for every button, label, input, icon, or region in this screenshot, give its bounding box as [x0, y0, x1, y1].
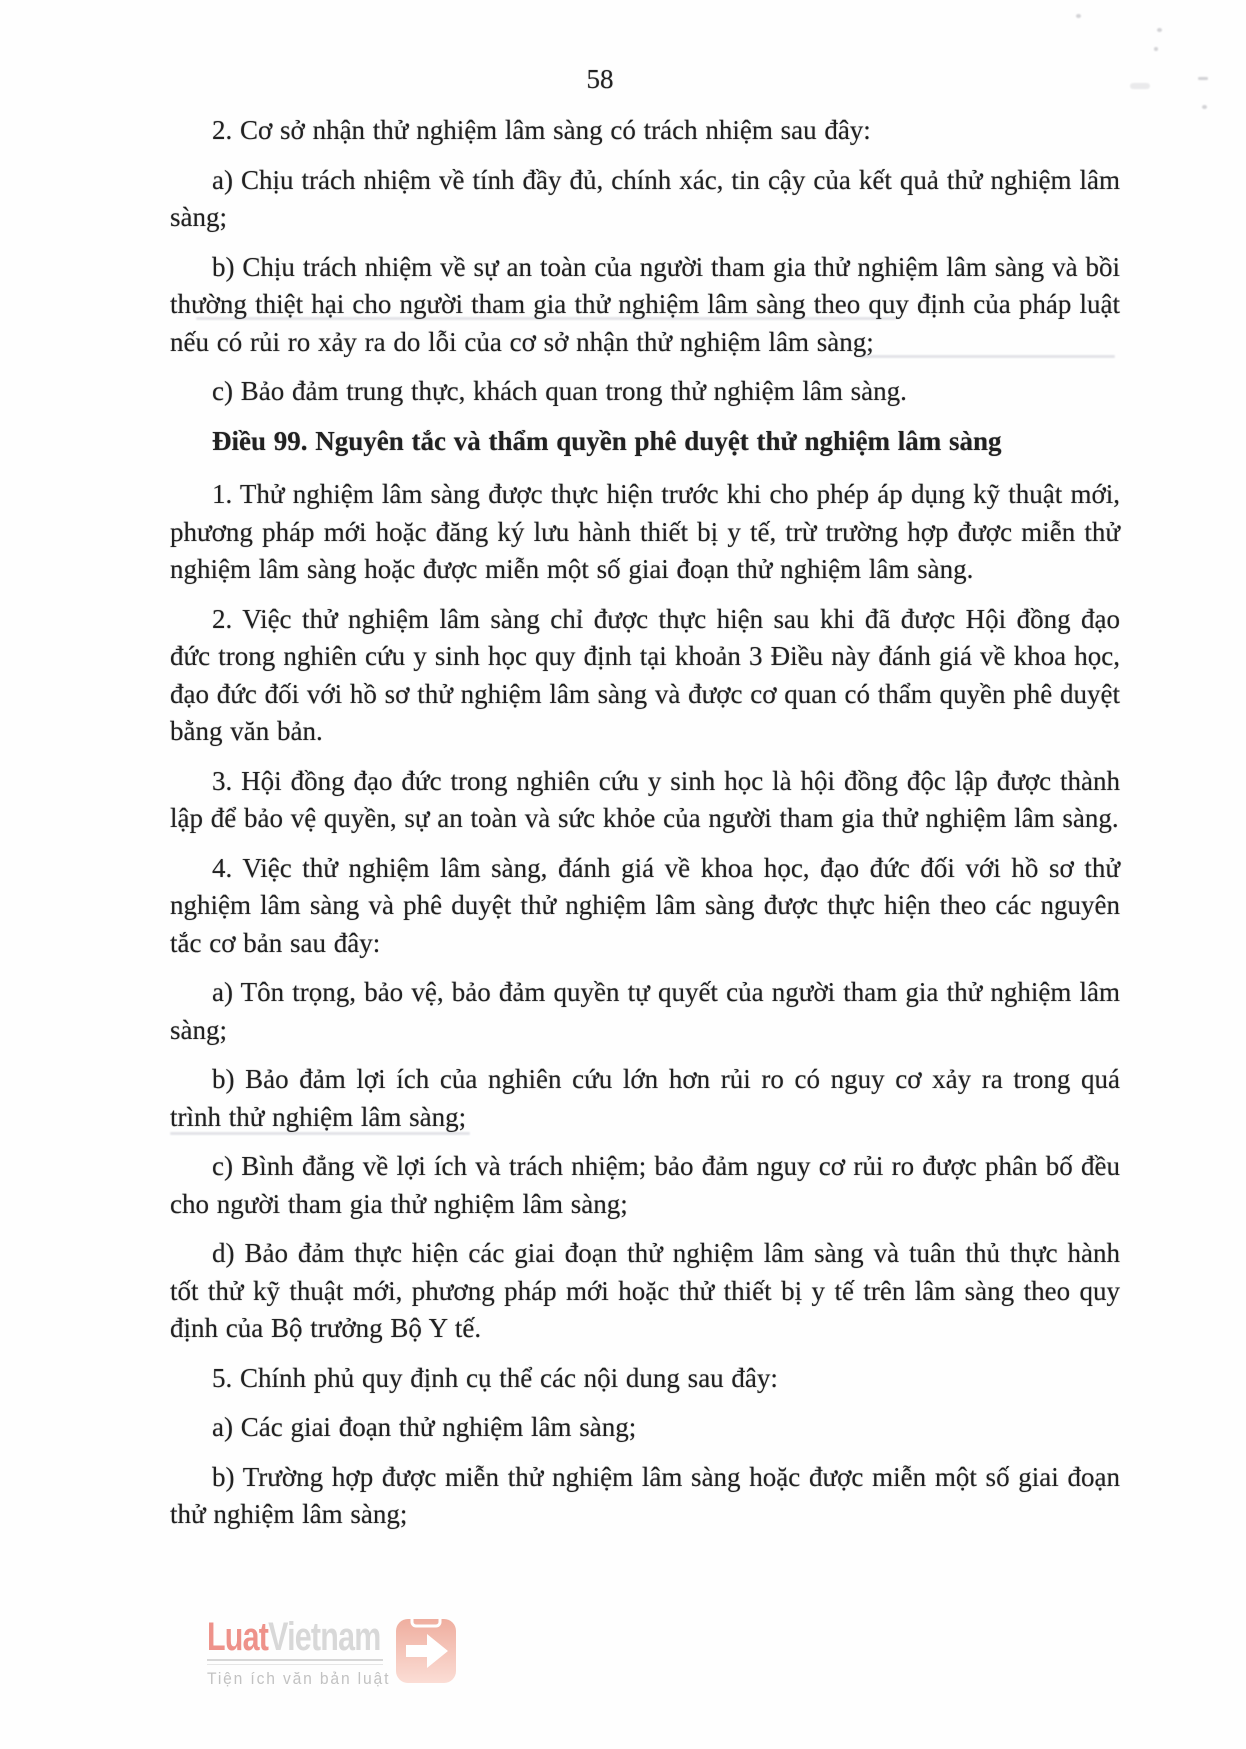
paragraph-item: a) Chịu trách nhiệm về tính đầy đủ, chính xác, tin cậy của kết quả thử nghiệm lâm sàng;: [170, 164, 1120, 232]
scan-artifact: [1130, 83, 1150, 89]
arrow-right-icon: [395, 1618, 457, 1690]
scan-artifact: [1076, 14, 1081, 18]
paragraph-item: b) Trường hợp được miễn thử nghiệm lâm sàng hoặc được miễn một số giai đoạn thử nghiệm lâm sàng;: [170, 1461, 1120, 1529]
scan-artifact: [196, 317, 896, 320]
paragraph-item: 5. Chính phủ quy định cụ thể các nội dung sau đây:: [212, 1362, 778, 1393]
paragraph-item: b) Chịu trách nhiệm về sự an toàn của người tham gia thử nghiệm lâm sàng và bồi thường thiệt hại cho người tham gia thử nghiệm lâm sàng theo quy định của pháp luật nếu có rủi ro xảy ra do lỗi của cơ sở nhận thử nghiệm lâm sàng;: [170, 251, 1120, 357]
scan-artifact: [1157, 28, 1162, 32]
luatvietnam-watermark: [207, 1616, 507, 1690]
scan-artifact: [1202, 105, 1207, 109]
paragraph-item: 4. Việc thử nghiệm lâm sàng, đánh giá về khoa học, đạo đức đối với hồ sơ thử nghiệm lâm sàng và phê duyệt thử nghiệm lâm sàng được thực hiện theo các nguyên tắc cơ bản sau đây:: [170, 852, 1120, 958]
paragraph-item: d) Bảo đảm thực hiện các giai đoạn thử nghiệm lâm sàng và tuân thủ thực hành tốt thử kỹ thuật mới, phương pháp mới hoặc thử thiết bị y tế trên lâm sàng theo quy định của Bộ trưởng Bộ Y tế.: [170, 1238, 1120, 1343]
scan-artifact: [1154, 47, 1158, 51]
brand-part-vietnam: Vietnam: [268, 1615, 381, 1659]
brand-wordmark: [207, 1616, 381, 1658]
paragraph-item: 2. Việc thử nghiệm lâm sàng chỉ được thực hiện sau khi đã được Hội đồng đạo đức trong nghiên cứu y sinh học quy định tại khoản 3 Điều này đánh giá về khoa học, đạo đức đối với hồ sơ thử nghiệm lâm sàng và được cơ quan có thẩm quyền phê duyệt bằng văn bản.: [170, 603, 1120, 746]
paragraph-item: 3. Hội đồng đạo đức trong nghiên cứu y sinh học là hội đồng độc lập được thành lập để bảo vệ quyền, sự an toàn và sức khỏe của người tham gia thử nghiệm lâm sàng.: [170, 765, 1120, 833]
scan-artifact: [1198, 77, 1208, 80]
brand-tagline: Tiện ích văn bản luật: [207, 1669, 391, 1688]
article-99-heading: Điều 99. Nguyên tắc và thẩm quyền phê duyệt thử nghiệm lâm sàng: [212, 425, 1002, 456]
scan-artifact: [860, 355, 1115, 358]
paragraph-item: 1. Thử nghiệm lâm sàng được thực hiện trước khi cho phép áp dụng kỹ thuật mới, phương pháp mới hoặc đăng ký lưu hành thiết bị y tế, trừ trường hợp được miễn thử nghiệm lâm sàng hoặc được miễn một số giai đoạn thử nghiệm lâm sàng.: [170, 479, 1120, 584]
paragraph-item: a) Các giai đoạn thử nghiệm lâm sàng;: [212, 1412, 637, 1442]
scan-artifact: [170, 1132, 470, 1135]
brand-underline: [207, 1659, 383, 1665]
paragraph-item: c) Bình đẳng về lợi ích và trách nhiệm; bảo đảm nguy cơ rủi ro được phân bố đều cho người tham gia thử nghiệm lâm sàng;: [170, 1151, 1120, 1219]
paragraph-item: b) Bảo đảm lợi ích của nghiên cứu lớn hơn rủi ro có nguy cơ xảy ra trong quá trình thử nghiệm lâm sàng;: [170, 1064, 1120, 1132]
paragraph-item: c) Bảo đảm trung thực, khách quan trong thử nghiệm lâm sàng.: [212, 376, 907, 406]
paragraph-item: 2. Cơ sở nhận thử nghiệm lâm sàng có trách nhiệm sau đây:: [212, 115, 871, 145]
page-number: 58: [586, 64, 614, 94]
paragraph-item: a) Tôn trọng, bảo vệ, bảo đảm quyền tự quyết của người tham gia thử nghiệm lâm sàng;: [170, 977, 1120, 1045]
document-body: [170, 112, 1120, 1546]
brand-part-luat: Luat: [207, 1615, 269, 1659]
